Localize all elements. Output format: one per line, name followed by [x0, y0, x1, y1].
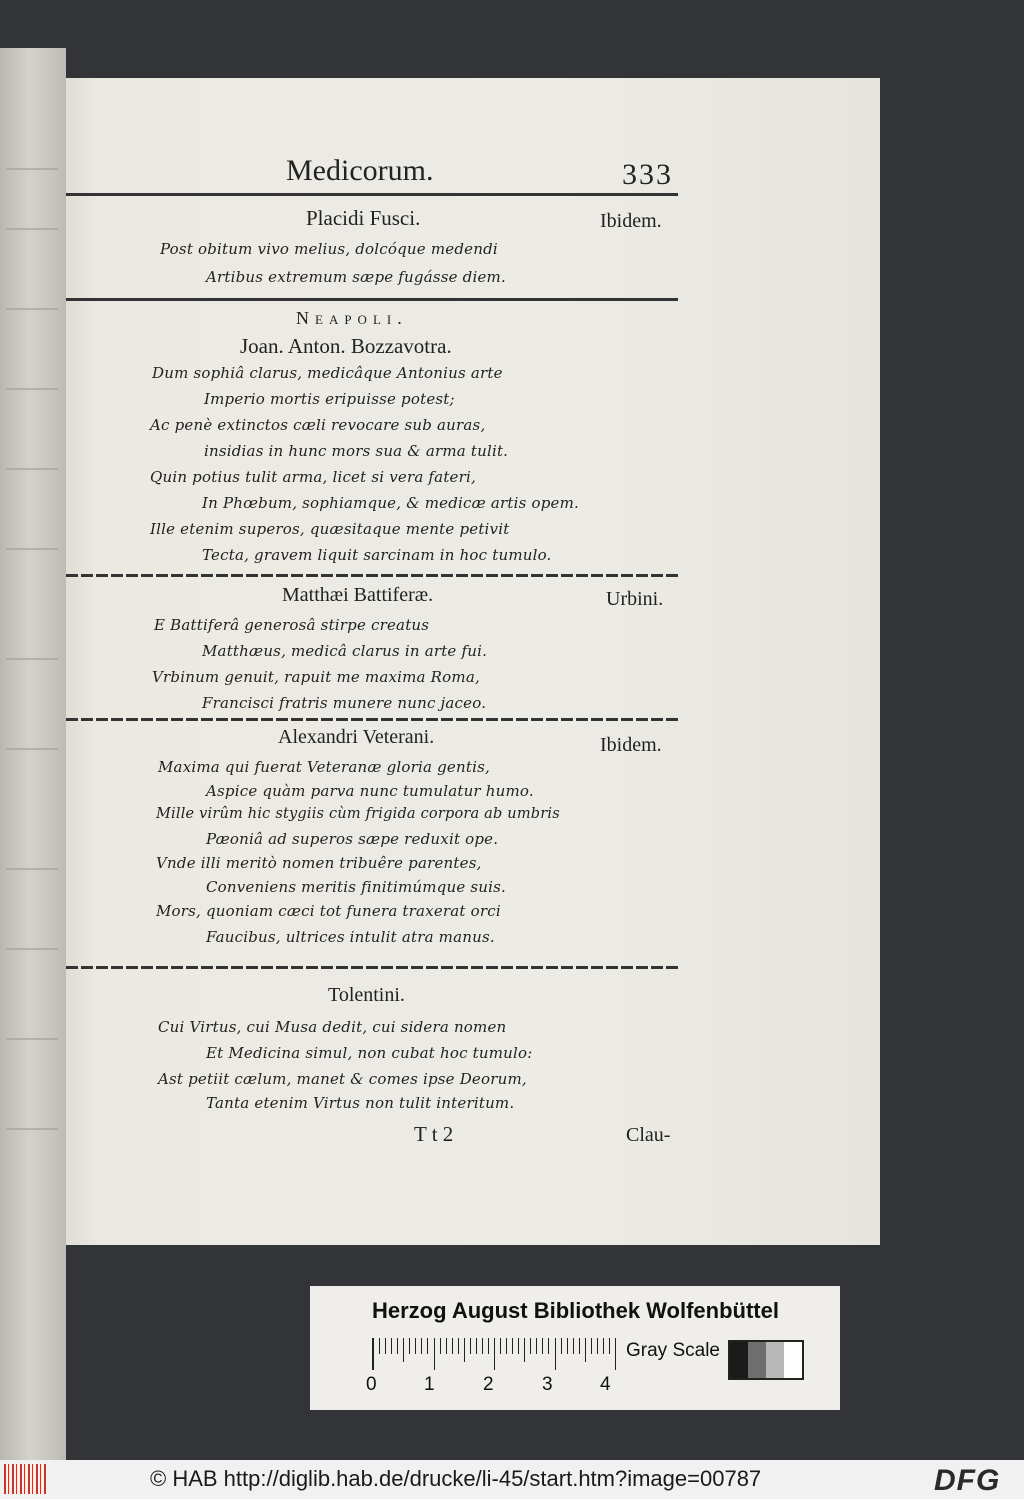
ruler-number: 4 — [600, 1374, 611, 1395]
scale-ruler — [372, 1338, 623, 1370]
adjacent-page-edge — [0, 48, 66, 1460]
verse-line: Maxima qui fuerat Veteranæ gloria gentis, — [158, 758, 490, 776]
ruler-tick — [373, 1338, 374, 1370]
section-rule — [66, 574, 680, 577]
verse-line: Post obitum vivo melius, dolcóque medendi — [160, 240, 498, 258]
ruler-tick — [494, 1338, 495, 1370]
show-through-mark — [6, 748, 58, 750]
ruler-number: 1 — [424, 1374, 435, 1395]
verse-line: Ac penè extinctos cæli revocare sub auras, — [150, 416, 486, 434]
ruler-tick — [500, 1338, 501, 1354]
ruler-tick — [476, 1338, 477, 1354]
ruler-tick — [524, 1338, 525, 1362]
verse-line: E Battiferâ generosâ stirpe creatus — [154, 616, 430, 634]
verse-line: Vnde illi meritò nomen tribuêre parentes, — [156, 854, 482, 872]
ruler-tick — [573, 1338, 574, 1354]
ruler-number: 2 — [483, 1374, 494, 1395]
section-rule — [66, 966, 680, 969]
ruler-tick — [506, 1338, 507, 1354]
ruler-tick — [440, 1338, 441, 1354]
section-rule — [66, 298, 678, 301]
ruler-tick — [415, 1338, 416, 1354]
ruler-number: 0 — [366, 1374, 377, 1395]
footer-bar — [0, 1460, 1024, 1499]
running-head: Medicorum. — [286, 154, 434, 187]
ruler-number: 3 — [542, 1374, 553, 1395]
show-through-mark — [6, 548, 58, 550]
ruler-tick — [421, 1338, 422, 1354]
ruler-tick — [397, 1338, 398, 1354]
ruler-tick — [609, 1338, 610, 1354]
ruler-tick — [446, 1338, 447, 1354]
ruler-tick — [427, 1338, 428, 1354]
ruler-tick — [555, 1338, 556, 1370]
gray-scale-swatch — [728, 1340, 804, 1380]
verse-line: Faucibus, ultrices intulit atra manus. — [206, 928, 495, 946]
show-through-mark — [6, 1128, 58, 1130]
verse-line: Conveniens meritis finitimúmque suis. — [206, 878, 507, 896]
section-heading: Joan. Anton. Bozzavotra. — [240, 334, 452, 358]
gray-swatch — [748, 1342, 766, 1378]
section-place: Ibidem. — [600, 210, 662, 232]
verse-line: Artibus extremum sæpe fugásse diem. — [206, 268, 506, 286]
book-page — [66, 78, 880, 1245]
ruler-tick — [403, 1338, 404, 1362]
ruler-tick — [379, 1338, 380, 1354]
ruler-tick — [518, 1338, 519, 1354]
ruler-tick — [615, 1338, 616, 1370]
section-subheading: Neapoli. — [296, 308, 408, 328]
ruler-tick — [561, 1338, 562, 1354]
verse-line: Mors, quoniam cæci tot funera traxerat orci — [156, 902, 501, 920]
gray-swatch — [784, 1342, 802, 1378]
section-heading: Tolentini. — [328, 984, 405, 1006]
color-reference-card — [310, 1286, 840, 1410]
section-heading: Placidi Fusci. — [306, 206, 421, 230]
verse-line: Quin potius tulit arma, licet si vera fateri, — [150, 468, 476, 486]
section-place: Urbini. — [606, 588, 664, 610]
ruler-tick — [548, 1338, 549, 1354]
show-through-mark — [6, 388, 58, 390]
verse-line: In Phœbum, sophiamque, & medicæ artis opem. — [202, 494, 579, 512]
gray-swatch — [730, 1342, 748, 1378]
page-number: 333 — [622, 158, 673, 191]
ruler-tick — [470, 1338, 471, 1354]
ruler-tick — [434, 1338, 435, 1370]
header-rule — [66, 193, 678, 196]
ruler-tick — [591, 1338, 592, 1354]
show-through-mark — [6, 168, 58, 170]
show-through-mark — [6, 228, 58, 230]
ruler-tick — [536, 1338, 537, 1354]
signature-mark: T t 2 — [414, 1122, 454, 1146]
verse-line: Tecta, gravem liquit sarcinam in hoc tumulo. — [202, 546, 552, 564]
show-through-mark — [6, 468, 58, 470]
verse-line: Imperio mortis eripuisse potest; — [204, 390, 455, 408]
card-title: Herzog August Bibliothek Wolfenbüttel — [372, 1298, 779, 1323]
gray-scale-label: Gray Scale — [626, 1340, 720, 1361]
ruler-tick — [512, 1338, 513, 1354]
ruler-tick — [585, 1338, 586, 1362]
section-heading: Matthæi Battiferæ. — [282, 584, 434, 606]
ruler-tick — [542, 1338, 543, 1354]
ruler-tick — [530, 1338, 531, 1354]
show-through-mark — [6, 868, 58, 870]
ruler-tick — [597, 1338, 598, 1354]
verse-line: Pæoniâ ad superos sæpe reduxit ope. — [206, 830, 499, 848]
ruler-tick — [391, 1338, 392, 1354]
verse-line: Tanta etenim Virtus non tulit interitum. — [206, 1094, 515, 1112]
ruler-tick — [603, 1338, 604, 1354]
verse-line: Cui Virtus, cui Musa dedit, cui sidera nomen — [158, 1018, 507, 1036]
gray-swatch — [766, 1342, 784, 1378]
ruler-tick — [567, 1338, 568, 1354]
show-through-mark — [6, 308, 58, 310]
ruler-tick — [409, 1338, 410, 1354]
section-place: Ibidem. — [600, 734, 662, 756]
ruler-tick — [452, 1338, 453, 1354]
verse-line: Mille virûm hic stygiis cùm frigida corpora ab umbris — [156, 806, 560, 822]
ruler-tick — [464, 1338, 465, 1362]
section-heading: Alexandri Veterani. — [278, 726, 435, 748]
ruler-tick — [579, 1338, 580, 1354]
ruler-tick — [488, 1338, 489, 1354]
copyright-url[interactable]: © HAB http://diglib.hab.de/drucke/li-45/start.htm?image=00787 — [150, 1466, 762, 1491]
verse-line: Matthæus, medicâ clarus in arte fui. — [202, 642, 488, 660]
verse-line: Ast petiit cælum, manet & comes ipse Deorum, — [158, 1070, 527, 1088]
show-through-mark — [6, 948, 58, 950]
dfg-logo: DFG — [934, 1464, 1001, 1497]
verse-line: Ille etenim superos, quæsitaque mente petivit — [150, 520, 510, 538]
verse-line: Dum sophiâ clarus, medicâque Antonius arte — [152, 364, 503, 382]
section-rule — [66, 718, 680, 721]
catchword: Clau- — [626, 1124, 671, 1146]
ruler-tick — [482, 1338, 483, 1354]
hab-barcode-icon — [4, 1464, 48, 1494]
ruler-tick — [385, 1338, 386, 1354]
verse-line: insidias in hunc mors sua & arma tulit. — [204, 442, 509, 460]
verse-line: Francisci fratris munere nunc jaceo. — [202, 694, 487, 712]
verse-line: Aspice quàm parva nunc tumulatur humo. — [206, 782, 534, 800]
verse-line: Et Medicina simul, non cubat hoc tumulo: — [206, 1044, 533, 1062]
show-through-mark — [6, 658, 58, 660]
verse-line: Vrbinum genuit, rapuit me maxima Roma, — [152, 668, 480, 686]
show-through-mark — [6, 1038, 58, 1040]
ruler-tick — [458, 1338, 459, 1354]
